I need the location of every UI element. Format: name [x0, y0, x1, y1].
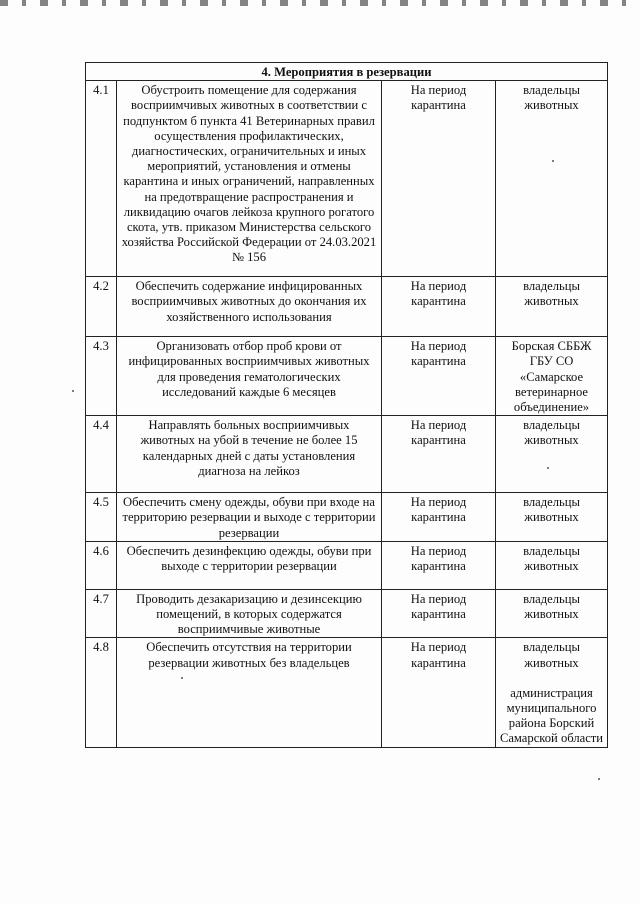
- measures-table: [85, 62, 608, 748]
- scan-edge-artifact: [0, 0, 640, 6]
- table-row: [86, 493, 608, 542]
- row-responsible: [496, 493, 608, 542]
- spacer: [499, 671, 604, 686]
- table-row: [86, 277, 608, 337]
- table-row: [86, 337, 608, 416]
- scan-speck: [181, 677, 183, 679]
- table-row: [86, 416, 608, 493]
- scan-speck: [72, 390, 74, 392]
- row-responsible: [496, 541, 608, 589]
- row-action: Проводить дезакаризацию и дезинсекцию помещений, в которых содержатся восприимчивые животные: [117, 589, 382, 638]
- responsible-entry: владельцы животных: [523, 543, 580, 574]
- row-action: Обеспечить дезинфекцию одежды, обуви при выходе с территории резервации: [117, 541, 382, 589]
- row-number: 4.5: [86, 493, 117, 542]
- row-number: 4.7: [86, 589, 117, 638]
- responsible-entry: владельцы животных: [523, 279, 580, 309]
- row-responsible: [496, 589, 608, 638]
- row-action: Обеспечить содержание инфицированных восприимчивых животных до окончания их хозяйственного использования: [117, 277, 382, 337]
- responsible-entry: владельцы животных: [523, 591, 580, 622]
- row-period: На период карантина: [382, 589, 496, 638]
- row-action: Обеспечить отсутствия на территории резервации животных без владельцев: [117, 638, 382, 747]
- scan-speck: [547, 467, 549, 469]
- row-responsible: [496, 337, 608, 416]
- scan-speck: [552, 160, 554, 162]
- row-responsible: [496, 277, 608, 337]
- row-responsible: [496, 81, 608, 277]
- scan-speck: [598, 778, 600, 780]
- row-number: 4.4: [86, 416, 117, 493]
- responsible-entry: владельцы животных: [523, 418, 580, 448]
- row-action: Организовать отбор проб крови от инфицированных восприимчивых животных для проведения гематологических исследований каждые 6 месяцев: [117, 337, 382, 416]
- table-row: [86, 81, 608, 277]
- row-number: 4.1: [86, 81, 117, 277]
- responsible-entry: владельцы животных: [523, 495, 580, 525]
- row-period: На период карантина: [382, 416, 496, 493]
- section-title: 4. Мероприятия в резервации: [86, 63, 608, 81]
- row-period: На период карантина: [382, 493, 496, 542]
- table-row: [86, 638, 608, 747]
- row-number: 4.8: [86, 638, 117, 747]
- row-number: 4.2: [86, 277, 117, 337]
- table-row: [86, 589, 608, 638]
- responsible-entry: владельцы животных: [523, 83, 580, 113]
- row-action: Обеспечить смену одежды, обуви при входе на территорию резервации и выходе с территории резервации: [117, 493, 382, 542]
- responsible-entry: администрация муниципального района Борский Самарской области: [499, 685, 604, 746]
- table-row: [86, 541, 608, 589]
- row-period: На период карантина: [382, 81, 496, 277]
- row-number: 4.6: [86, 541, 117, 589]
- section-header-row: [86, 63, 608, 81]
- responsible-entry: Борская СББЖ ГБУ СО «Самарское ветеринарное объединение»: [511, 339, 592, 415]
- row-responsible: [496, 638, 608, 747]
- row-number: 4.3: [86, 337, 117, 416]
- row-period: На период карантина: [382, 277, 496, 337]
- row-period: На период карантина: [382, 638, 496, 747]
- row-action: Обустроить помещение для содержания восприимчивых животных в соответствии с подпунктом б пункта 41 Ветеринарных правил осуществления профилактических, диагностических, ограничительных и иных мероприятий, установления и отмены карантина и иных ограничений, направленных на предотвращение распространения и ликвидацию очагов лейкоза крупного рогатого скота, утв. приказом Министерства сельского хозяйства Российской Федерации от 24.03.2021 № 156: [117, 81, 382, 277]
- row-period: На период карантина: [382, 337, 496, 416]
- row-period: На период карантина: [382, 541, 496, 589]
- responsible-entry: владельцы животных: [523, 640, 580, 670]
- row-responsible: [496, 416, 608, 493]
- row-action: Направлять больных восприимчивых животных на убой в течение не более 15 календарных дней с даты установления диагноза на лейкоз: [117, 416, 382, 493]
